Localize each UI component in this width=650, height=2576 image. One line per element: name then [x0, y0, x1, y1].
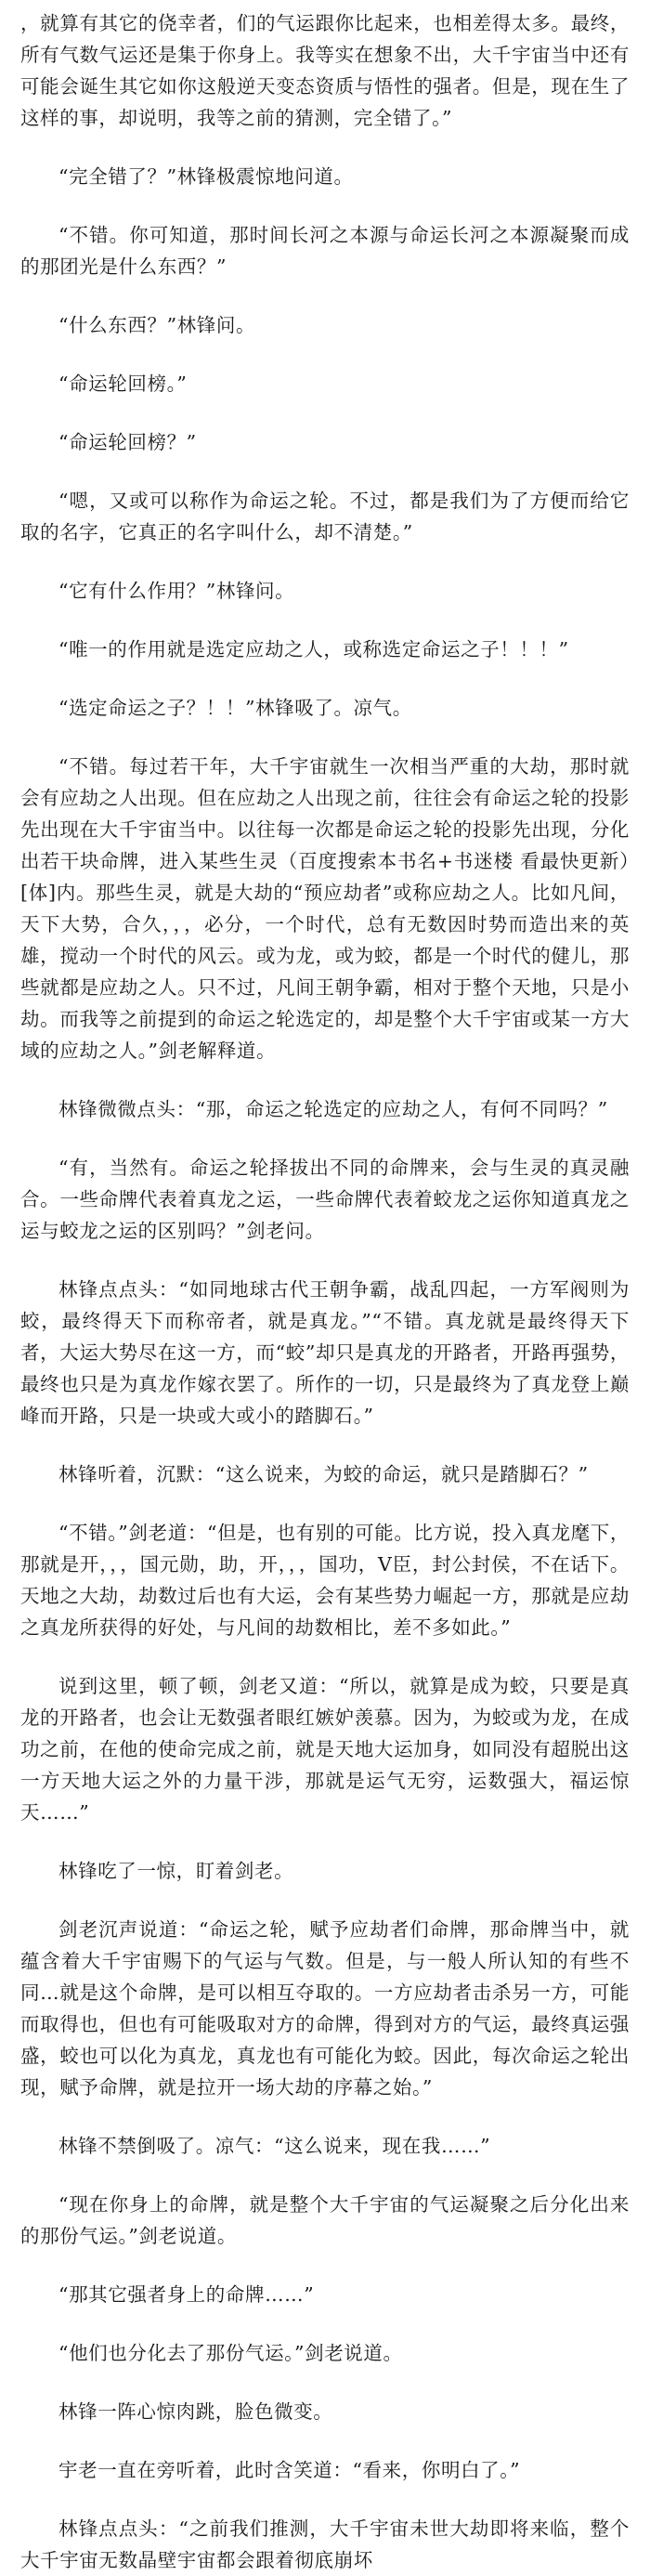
paragraph-26: 林锋点点头：“之前我们推测，大千宇宙未世大劫即将来临，整个大千宇宙无数晶壁宇宙都会跟着彻底崩坏: [20, 2517, 630, 2571]
paragraph-11: “不错。每过若干年，大千宇宙就生一次相当严重的大劫，那时就会有应劫之人出现。但在应劫之人出现之前，往往会有命运之轮的投影先出现在大千宇宙当中。以往每一次都是命运之轮的投影先出现，分化出若干块命牌，进入某些生灵（百度搜索本书名+书迷楼 看最快更新）[体]内。那些生灵，就是大劫的“预应劫者”或称应劫之人。比如凡间，天下大势，合久，，，必分，一个时代，总有无数因时势而造出来的英雄，搅动一个时代的风云。或为龙，或为蛟，都是一个时代的健儿，那些就都是应劫之人。只不过，凡间王朝争霸，相对于整个天地，只是小劫。而我等之前提到的命运之轮选定的，却是整个大千宇宙或某一方大域的应劫之人。”剑老解释道。: [20, 755, 630, 1062]
paragraph-3: “不错。你可知道，那时间长河之本源与命运长河之本源凝聚而成的那团光是什么东西？”: [20, 224, 630, 278]
paragraph-24: 林锋一阵心惊肉跳，脸色微变。: [58, 2400, 333, 2423]
paragraph-1: ，就算有其它的侥幸者，们的气运跟你比起来，也相差得太多。最终，所有气数气运还是集于你身上。我等实在想象不出，大千宇宙当中还有可能会诞生其它如你这般逆天变态资质与悟性的强者。但是，现在生了这样的事，却说明，我等之前的猜测，完全错了。”: [20, 12, 630, 129]
paragraph-5: “命运轮回榜。”: [58, 373, 188, 395]
paragraph-14: 林锋点点头：“如同地球古代王朝争霸，战乱四起，一方军阀则为蛟，最终得天下而称帝者，就是真龙。”“不错。真龙就是最终得天下者，大运大势尽在这一方，而“蛟”却只是真龙的开路者，开路再强势，最终也只是为真龙作嫁衣罢了。所作的一切，只是最终为了真龙登上巅峰而开路，只是一块或大或小的踏脚石。”: [20, 1278, 630, 1427]
paragraph-13: “有，当然有。命运之轮择拔出不同的命牌来，会与生灵的真灵融合。一些命牌代表着真龙之运，一些命牌代表着蛟龙之运你知道真龙之运与蛟龙之运的区别吗？”剑老问。: [20, 1157, 630, 1242]
paragraph-22: “那其它强者身上的命牌……”: [58, 2283, 315, 2306]
paragraph-25: 宇老一直在旁听着，此时含笑道：“看来，你明白了。”: [58, 2459, 521, 2481]
paragraph-15: 林锋听着，沉默：“这么说来，为蛟的命运，就只是踏脚石？”: [58, 1463, 589, 1485]
paragraph-2: “完全错了？”林锋极震惊地问道。: [58, 165, 354, 188]
paragraph-20: 林锋不禁倒吸了。凉气：“这么说来，现在我……”: [58, 2135, 491, 2157]
paragraph-23: “他们也分化去了那份气运。”剑老说道。: [58, 2342, 403, 2364]
paragraph-19: 剑老沉声说道：“命运之轮，赋予应劫者们命牌，那命牌当中，就蕴含着大千宇宙赐下的气运与气数。但是，与一般人所认知的有些不同…就是这个命牌，是可以相互夺取的。一方应劫者击杀另一方，可能而取得也，但也有可能吸取对方的命牌，得到对方的气运，最终真运强盛，蛟也可以化为真龙，真龙也有可能化为蛟。因此，每次命运之轮出现，赋予命牌，就是拉开一场大劫的序幕之始。”: [20, 1918, 630, 2099]
paragraph-8: “它有什么作用？”林锋问。: [58, 580, 295, 602]
paragraph-18: 林锋吃了一惊，盯着剑老。: [58, 1860, 294, 1882]
paragraph-21: “现在你身上的命牌，就是整个大千宇宙的气运凝聚之后分化出来的那份气运。”剑老说道。: [20, 2193, 630, 2247]
paragraph-16: “不错。”剑老道：“但是，也有别的可能。比方说，投入真龙麾下，那就是开，，，国元勋，助，开，，，国功，V臣，封公封侯，不在话下。天地之大劫，劫数过后也有大运，会有某些势力崛起一方，那就是应劫之真龙所获得的好处，与凡间的劫数相比，差不多如此。”: [20, 1522, 630, 1639]
paragraph-12: 林锋微微点头：“那，命运之轮选定的应劫之人，有何不同吗？”: [58, 1098, 608, 1120]
paragraph-17: 说到这里，顿了顿，剑老又道：“所以，就算是成为蛟，只要是真龙的开路者，也会让无数强者眼红嫉妒羡慕。因为，为蛟或为龙，在成功之前，在他的使命完成之前，就是天地大运加身，如同没有超脱出这一方天地大运之外的力量干涉，那就是运气无穷，运数强大，福运惊天……”: [20, 1675, 630, 1824]
paragraph-9: “唯一的作用就是选定应劫之人，或称选定命运之子！！！”: [58, 638, 569, 660]
paragraph-7: “嗯，又或可以称作为命运之轮。不过，都是我们为了方便而给它取的名字，它真正的名字叫什么，却不清楚。”: [20, 490, 630, 543]
paragraph-6: “命运轮回榜？”: [58, 431, 197, 453]
paragraph-4: “什么东西？”林锋问。: [58, 314, 256, 336]
paragraph-10: “选定命运之子？！！”林锋吸了。凉气。: [58, 697, 412, 719]
